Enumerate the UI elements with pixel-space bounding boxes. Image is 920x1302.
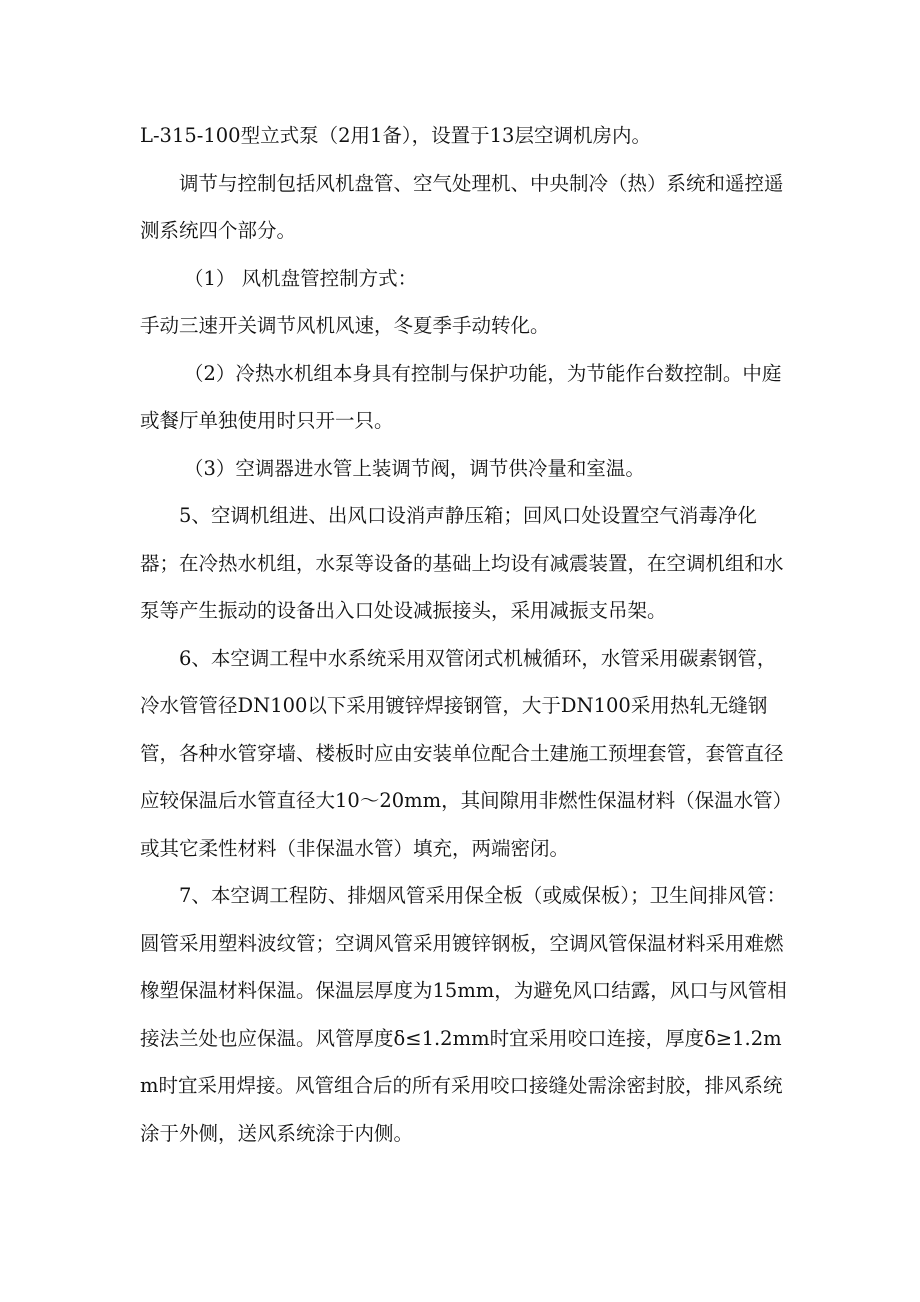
paragraph-regulating-valve: （3）空调器进水管上装调节阀，调节供冷量和室温。 xyxy=(184,456,645,480)
paragraph-item-7: 7、本空调工程防、排烟风管采用保全板（或威保板）；卫生间排风管：圆管采用塑料波纹管；空调风管采用镀锌钢板，空调风管保温材料采用难燃橡塑保温材料保温。保温层厚度为15mm，为避免风口结露，风口与风管相接法兰处也应保温。风管厚度δ≤1.2mm时宜采用咬口连接，厚度δ≥1.2mm时宜采用焊接。风管组合后的所有采用咬口接缝处需涂密封胶，排风系统涂于外侧，送风系统涂于内侧。 xyxy=(140,884,787,1145)
paragraph-item-5: 5、空调机组进、出风口设消声静压箱；回风口处设置空气消毒净化器；在冷热水机组，水泵等设备的基础上均设有减震装置，在空调机组和水泵等产生振动的设备出入口处设减振接头，采用减振支吊架。 xyxy=(140,504,784,622)
paragraph-fan-coil-heading: （1） 风机盘管控制方式： xyxy=(184,266,418,290)
document-body xyxy=(140,112,788,1157)
paragraph-item-6: 6、本空调工程中水系统采用双管闭式机械循环，水管采用碳素钢管，冷水管管径DN100以下采用镀锌焊接钢管，大于DN100采用热轧无缝钢管，各种水管穿墙、楼板时应由安装单位配合土建施工预埋套管，套管直径应较保温后水管直径大10～20mm，其间隙用非燃性保温材料（保温水管）或其它柔性材料（非保温水管）填充，两端密闭。 xyxy=(140,646,784,860)
paragraph-control-overview: 调节与控制包括风机盘管、空气处理机、中央制冷（热）系统和遥控遥测系统四个部分。 xyxy=(140,171,784,242)
paragraph-fan-coil-control: 手动三速开关调节风机风速，冬夏季手动转化。 xyxy=(140,314,550,337)
paragraph-chiller-control: （2）冷热水机组本身具有控制与保护功能，为节能作台数控制。中庭或餐厅单独使用时只开一只。 xyxy=(140,361,782,432)
paragraph-pump-setup: L-315-100型立式泵（2用1备），设置于13层空调机房内。 xyxy=(140,124,651,147)
